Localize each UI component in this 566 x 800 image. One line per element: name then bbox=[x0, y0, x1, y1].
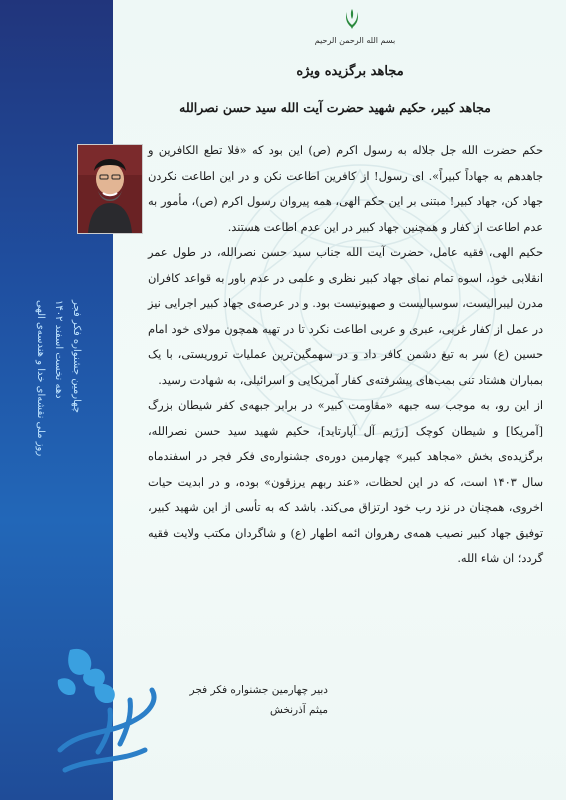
sidebar-line-festival: چهارمین جشنواره فکر فجر bbox=[71, 300, 82, 413]
invocation-text: بسم الله الرحمن الرحیم bbox=[314, 36, 396, 45]
signature-block bbox=[158, 680, 328, 720]
sidebar-line-date: دهه نخست اسفند ۱۴۰۲ bbox=[53, 300, 64, 399]
page-title: مجاهد برگزیده ویژه bbox=[296, 64, 404, 79]
signature-name: میثم آذرنخش bbox=[269, 704, 328, 716]
body-paragraph-2: حکیم الهی، فقیه عامل، حضرت آیت الله جناب سید حسن نصرالله، در طول عمر انقلابی خود، اسوه تمام نمای جهاد کبیر نظری و علمی در عدم باور به قواعد کافران مدرن لیبرالیست، سوسیالیست و صهیونیست بود. و در عرصه‌ی جهاد کبیر اجرایی نیز در عمل از کفار غربی، عبری و عربی اطاعت نکرد تا در تهیه همچون مولای خود امام حسین (ع) سر به تیغ دشمن کافر داد و در سهمگین‌ترین عملیات تروریستی، با یک بمباران هشتاد تنی بمب‌های پیشرفته‌ی کفار آمریکایی و اسرائیلی، به شهادت رسید. bbox=[148, 246, 543, 387]
body-paragraph-3: از این رو، به موجب سه جبهه «مقاومت کبیر» در برابر جبهه‌ی کفر شیطان بزرگ [آمریکا] و شیطان کوچک [رژیم آل آپارتاید]، حکیم شهید سید حسن نصرالله، برگزیده‌ی بخش «مجاهد کبیر» چهارمین دوره‌ی جشنواره‌ی فکر فجر در اسفندماه سال ۱۴۰۳ است، که در این لحظات، «عند ربهم یرزقون» بوده، و در ابدیت حیات اخروی، همچنان در نزد رب خود ارتزاق می‌کند. باشد که به تأسی از این شهید کبیر، توفیق جهاد کبیر نصیب همه‌ی رهروان ائمه اطهار (ع) و شاگردان مکتب ولایت فقیه گردد؛ ان شاء الله. bbox=[148, 399, 543, 565]
page-subtitle: مجاهد کبیر، حکیم شهید حضرت آیت الله سید حسن نصرالله bbox=[179, 100, 491, 115]
signature-role: دبیر چهارمین جشنواره فکر فجر bbox=[189, 684, 328, 696]
body-paragraph-1: حکم حضرت الله جل جلاله به رسول اکرم (ص) این بود که «فلا تطع الکافرین و جاهدهم به جهاداً کبیراً». ای رسول! از کافرین اطاعت نکن و در این اطاعت نکردن جهاد کن، جهاد کبیر! مبتنی بر این حکم الهی، همه پیروان رسول اکرم (ص)، مأمور به عدم اطاعت از کفار و همچنین جهاد کبیر در این عدم اطاعت هستند. bbox=[148, 144, 543, 234]
sidebar-line-theme: روز ملی نقشه‌ای خدا و هندسه‌ی الهی bbox=[35, 300, 46, 457]
iran-emblem-icon bbox=[343, 8, 361, 30]
sidebar-text-block bbox=[20, 300, 84, 470]
portrait-photo bbox=[77, 144, 143, 234]
festival-logo bbox=[40, 640, 170, 790]
letter-body bbox=[148, 138, 543, 572]
